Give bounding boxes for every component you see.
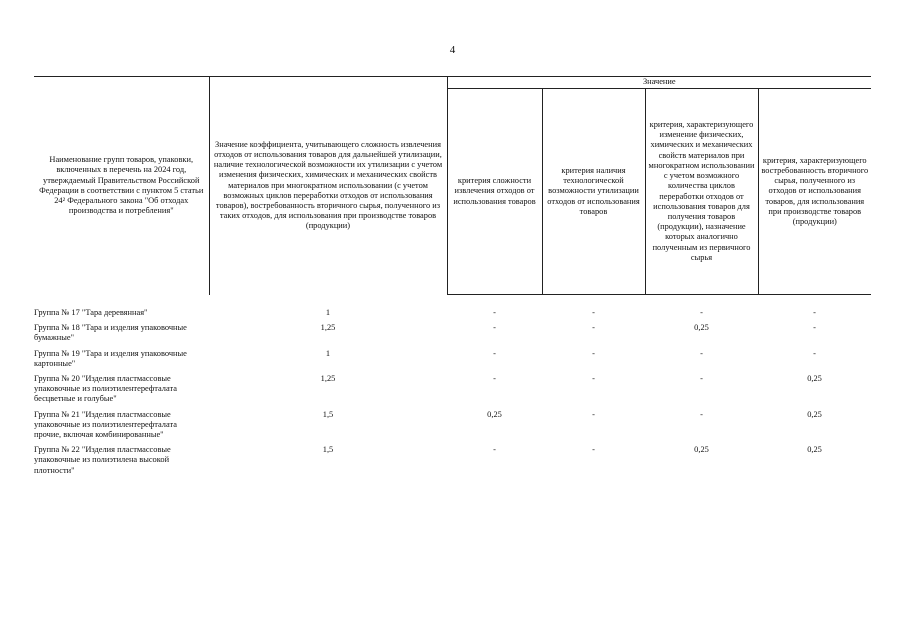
header-group-name: Наименование групп товаров, упаковки, включенных в перечень на 2024 год, утверждаемый Правительством Российской Федерации в соответствии с пунктом 5 статьи 24² Федерального закона "Об отходах производства и потребления" [34,77,209,295]
table-row [34,445,871,481]
header-criterion-extraction: критерия сложности извлечения отходов от использования товаров [447,89,542,295]
row-criterion-1: - [493,308,496,317]
table-body [34,295,871,481]
row-group-name: Группа № 22 "Изделия пластмассовые упаковочные из полиэтилена высокой плотности" [34,445,171,475]
row-criterion-1: - [493,323,496,333]
table-row [34,295,871,324]
row-criterion-2: - [592,308,595,317]
row-criterion-2: - [592,348,595,358]
row-criterion-1: - [493,445,496,455]
header-coefficient: Значение коэффициента, учитывающего сложность извлечения отходов от использования товаров для дальнейшей утилизации, наличие технологической возможности их утилизации с учетом изменения физических, химических и механических свойств материалов при многократном использовании (с учетом возможных циклов переработки отходов от использования товаров), востребованность вторичного сырья, полученного из таких отходов, для использования при производстве товаров (продукции) [209,77,447,295]
row-criterion-4: 0,25 [807,374,822,384]
row-criterion-2: - [592,374,595,384]
row-criterion-3: 0,25 [694,445,709,455]
row-group-name: Группа № 18 "Тара и изделия упаковочные бумажные" [34,323,187,343]
row-criterion-4: 0,25 [807,445,822,455]
row-criterion-1: - [493,348,496,358]
row-criterion-1: - [493,374,496,384]
table-row [34,349,871,374]
row-criterion-2: - [592,323,595,333]
row-criterion-4: 0,25 [807,409,822,419]
header-criterion-demand: критерия, характеризующего востребованность вторичного сырья, полученного из отходов от использования товаров, для использования при производстве товаров (продукции) [758,89,871,295]
row-group-name: Группа № 17 "Тара деревянная" [34,307,148,317]
coefficients-table [34,76,871,481]
row-criterion-2: - [592,409,595,419]
row-criterion-3: 0,25 [694,323,709,333]
row-group-name: Группа № 20 "Изделия пластмассовые упаковочные из полиэтилентерефталата бесцветные и голубые" [34,374,177,404]
row-coefficient: 1,5 [322,409,334,419]
row-coefficient: 1,25 [320,323,336,333]
row-criterion-3: - [700,374,703,384]
row-criterion-4: - [813,323,816,333]
table-row [34,374,871,410]
row-criterion-2: - [592,445,595,455]
row-criterion-1: 0,25 [487,409,502,419]
row-coefficient: 1,5 [322,445,334,455]
row-coefficient: 1 [325,307,331,317]
row-criterion-4: - [813,308,816,317]
row-group-name: Группа № 19 "Тара и изделия упаковочные картонные" [34,348,187,368]
header-value-group: Значение [447,77,871,89]
row-coefficient: 1 [325,348,331,358]
table-row [34,323,871,348]
row-coefficient: 1,25 [320,374,336,384]
row-criterion-3: - [700,348,703,358]
header-criterion-technology: критерия наличия технологической возможности утилизации отходов от использования товаров [542,89,645,295]
row-group-name: Группа № 21 "Изделия пластмассовые упаковочные из полиэтилентерефталата прочие, включая комбинированные" [34,409,177,440]
table-header [34,77,871,295]
row-criterion-4: - [813,348,816,358]
row-criterion-3: - [700,308,703,317]
row-criterion-3: - [700,409,703,419]
table-row [34,410,871,446]
header-criterion-properties: критерия, характеризующего изменение физических, химических и механических свойств материалов при многократном использовании с учетом возможного количества циклов переработки отходов от использования товаров для получения товаров (продукции), назначение которых аналогично полученным из первичного сырья [645,89,758,295]
page-number: 4 [449,44,456,56]
